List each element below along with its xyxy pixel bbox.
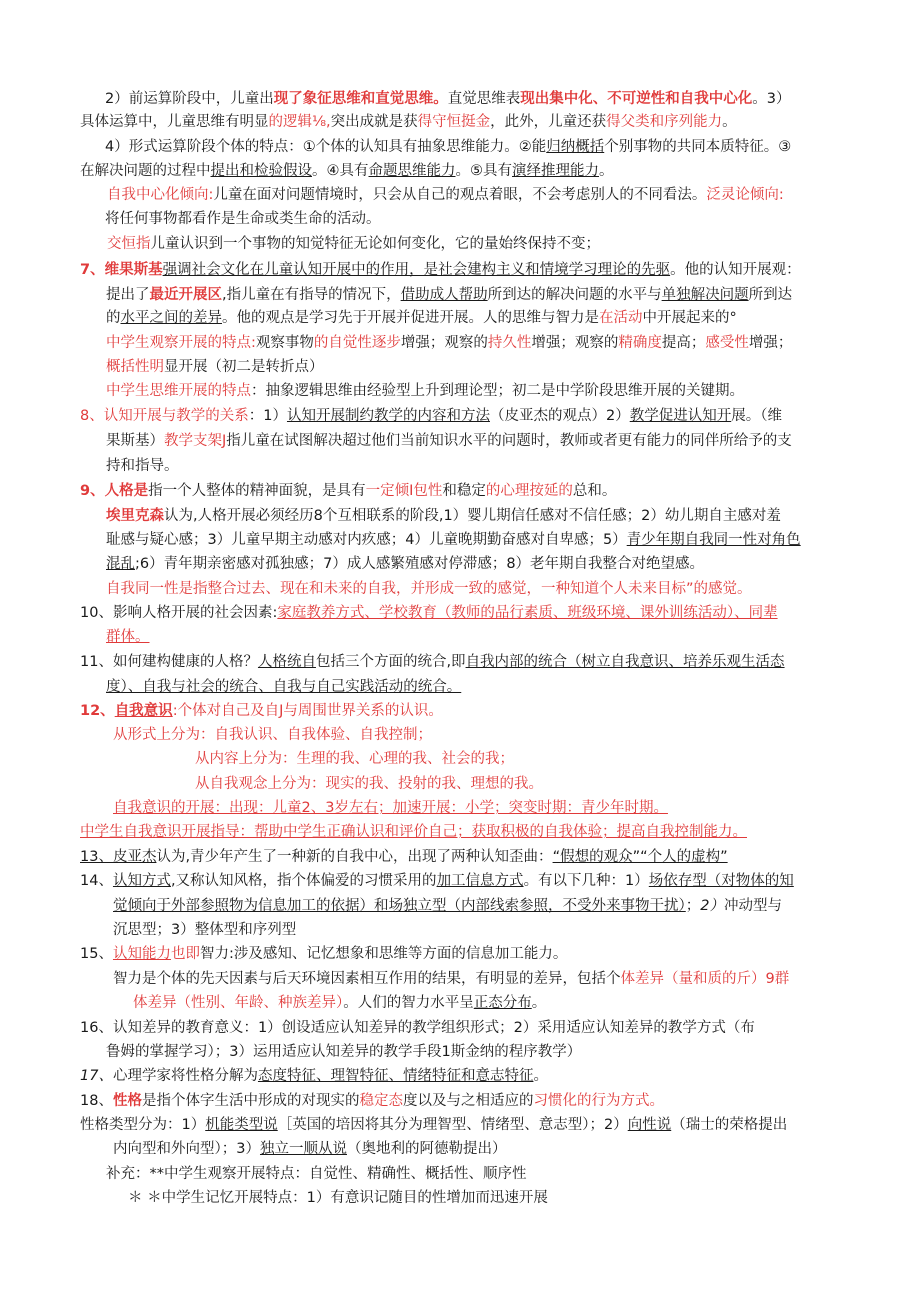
- text-segment: 现出集中化、不可逆性和自我中心化: [520, 91, 753, 107]
- text-segment: 指一个人整体的精神面貌，是具有: [148, 483, 366, 499]
- text-segment: 。他的认知开展观：: [670, 262, 801, 278]
- text-line: [80, 1090, 664, 1112]
- text-segment: 认为,青少年产生了一种新的自我中心，出现了两种认知歪曲：: [156, 849, 553, 865]
- text-segment: ,又称认知风格，指个体偏爱的习惯采用的: [170, 873, 437, 889]
- text-segment: 增强；: [748, 335, 793, 351]
- text-line: [80, 846, 728, 868]
- text-segment: 度）、自我与社会的统合、自我与自己实践活动的统合。: [106, 679, 462, 695]
- text-segment: 在解决问题的过程中: [80, 163, 211, 179]
- text-segment: 认知方式: [112, 873, 171, 889]
- text-line: [106, 1163, 527, 1185]
- text-line: [105, 208, 381, 230]
- text-segment: 个别事物的共同本质特征。③: [604, 139, 792, 155]
- text-segment: （奥地利的阿德勒提出）: [346, 1141, 507, 1157]
- text-line: [113, 919, 296, 941]
- text-segment: 混乱: [106, 556, 135, 572]
- text-segment: 性格: [112, 1093, 142, 1109]
- text-segment: 指儿童在试图解决超过他们当前知识水平的问题时，教师或者更有能力的同伴所给予的支: [226, 433, 792, 449]
- text-segment: 。3）: [752, 91, 791, 107]
- text-segment: 是指个体字生活中形成的对现实的: [141, 1093, 360, 1109]
- text-line: [133, 992, 546, 1014]
- text-segment: 机能类型说: [205, 1117, 278, 1133]
- text-line: [106, 676, 461, 698]
- text-line: [80, 821, 747, 843]
- text-segment: 。他的观点是学习先于开展并促进开展。人的思维与智力是: [222, 310, 599, 326]
- text-segment: 将任何事物都看作是生命或类生命的活动。: [105, 211, 381, 227]
- text-segment: 独立一顺从说: [259, 1141, 347, 1157]
- text-segment: 自我内部的统合（树立自我意识、培养乐观生活态: [465, 654, 785, 670]
- text-line: [113, 1138, 506, 1160]
- text-segment: 的: [106, 310, 121, 326]
- text-segment: 群体。: [106, 629, 150, 645]
- text-segment: ：抽象逻辑思维由经验型上升到理论型；初二是中学阶段思维开展的关键期。: [251, 383, 744, 399]
- text-segment: 提高；: [661, 335, 706, 351]
- text-segment: ：1）: [248, 408, 287, 424]
- text-line: [113, 968, 789, 990]
- text-segment: 自我同一性是指整合过去、现在和未来的自我，并形成一致的感觉，一种知道个人未来目标”的感觉。: [106, 581, 752, 597]
- text-segment: 习惯化的行为方式。: [533, 1093, 664, 1109]
- text-line: [106, 553, 704, 575]
- text-segment: 强调社会文化在儿童认知开展中的作用，是社会建构主义和情境学习理论的先驱: [162, 262, 671, 278]
- text-line: [128, 1187, 548, 1209]
- text-segment: 12、: [80, 703, 115, 719]
- text-segment: 13、皮亚杰: [80, 849, 157, 865]
- text-segment: ；: [685, 898, 701, 914]
- text-segment: 体差异（性别、年龄、种族差异）: [133, 995, 344, 1011]
- text-segment: 归纳概括: [546, 139, 605, 155]
- text-segment: 得守恒挺金: [417, 114, 491, 130]
- text-segment: 持久性: [487, 335, 532, 351]
- text-line: [80, 870, 794, 892]
- text-line: [80, 602, 778, 624]
- text-segment: “假想的观众”“个人的虚构”: [552, 849, 728, 865]
- text-segment: 认知开展制约教学的内容和方法: [286, 408, 490, 424]
- text-line: [106, 284, 792, 306]
- text-segment: 态度特征、理智特征、情绪特征和意志特征: [257, 1068, 534, 1084]
- text-segment: 借助成人帮助: [400, 287, 488, 303]
- text-segment: 向性说: [627, 1117, 672, 1133]
- text-segment: （皮亚杰的观点）2）: [489, 408, 630, 424]
- text-segment: 从形式上分为：自我认识、自我体验、自我控制；: [113, 727, 432, 743]
- text-line: [113, 724, 432, 746]
- text-line: [80, 1114, 787, 1136]
- text-segment: 中学生自我意识开展指导：帮助中学生正确认识和评价自己；获取积极的自我体验；提高自我控制能力。: [80, 824, 747, 840]
- text-segment: 所到达: [748, 287, 793, 303]
- text-segment: 得父类和序列能力: [606, 114, 723, 130]
- text-segment: 补充：**中学生观察开展特点：自觉性、精确性、概括性、顺序性: [106, 1166, 527, 1182]
- text-segment: 增强；观察的: [400, 335, 488, 351]
- text-segment: 演绎推理能力: [512, 163, 599, 179]
- text-line: [105, 88, 790, 110]
- text-segment: 命题思维能力: [368, 163, 456, 179]
- text-line: [106, 430, 792, 452]
- text-segment: 显开展（初二是转折点）: [164, 359, 324, 375]
- text-line: [105, 136, 791, 158]
- text-segment: 智力是个体的先天因素与后天环境因素相互作用的结果，有明显的差异，包括个: [113, 971, 621, 987]
- text-segment: 水平之间的差异: [120, 310, 222, 326]
- text-line: [80, 651, 785, 673]
- text-segment: 自我意识的开展：出现：儿童2、3岁左右；加速开展：小学；突变时期：青少年时期。: [113, 800, 668, 816]
- text-segment: 16、认知差异的教育意义：1）创设适应认知差异的教学组织形式；2）采用适应认知差异的教学方式（布: [80, 1020, 755, 1036]
- text-segment: 青少年期自我同一性对角色: [626, 532, 801, 548]
- text-line: [106, 626, 150, 648]
- text-line: [195, 773, 543, 795]
- text-segment: 人格是: [104, 483, 149, 499]
- text-segment: 一定倾I包性: [365, 483, 443, 499]
- text-line: [80, 160, 614, 182]
- text-segment: 在活动: [599, 310, 643, 326]
- text-segment: 心理学家将性格分解为: [112, 1068, 258, 1084]
- text-line: [80, 259, 801, 281]
- text-segment: 中学生观察开展的特点:: [106, 335, 256, 351]
- text-segment: ,指儿童在有指导的情况下，: [222, 287, 401, 303]
- text-segment: 。: [533, 1068, 548, 1084]
- text-segment: 的心理按延的: [485, 483, 573, 499]
- text-segment: 最近开展区: [149, 287, 222, 303]
- text-line: [113, 895, 782, 917]
- text-segment: 展。（维: [731, 408, 782, 424]
- text-segment: 从内容上分为：生理的我、心理的我、社会的我；: [195, 751, 514, 767]
- text-segment: 加工信息方式: [436, 873, 524, 889]
- text-segment: :个体对自己及自J与周围世界关系的认识。: [172, 703, 443, 719]
- text-line: [106, 307, 737, 329]
- text-segment: 所到达的解决问题的水平与: [487, 287, 662, 303]
- text-segment: 概括性明: [106, 359, 164, 375]
- text-segment: 正态分布: [473, 995, 532, 1011]
- text-segment: 17、: [80, 1068, 113, 1084]
- text-segment: 8、认知开展与教学的关系: [80, 408, 249, 424]
- text-line: [80, 480, 616, 502]
- text-segment: 家庭教养方式、学校教育（教师的品行素质、班级环境、课外训练活动）、同辈: [277, 605, 778, 621]
- text-segment: 2）前运算阶段中，儿童出: [105, 91, 274, 107]
- text-segment: 认为,人格开展必须经历8个互相联系的阶段,1）婴儿期信任感对不信任感；2）幼儿期自主感对羞: [164, 508, 781, 524]
- text-segment: 突出成就是获: [330, 114, 418, 130]
- text-segment: 包括三个方面的统合,即: [315, 654, 466, 670]
- text-segment: 中开展起来的°: [642, 310, 737, 326]
- text-segment: 持和指导。: [106, 458, 179, 474]
- text-segment: 。人们的智力水平呈: [343, 995, 474, 1011]
- text-segment: 单独解决问题: [661, 287, 749, 303]
- text-segment: 精确度: [618, 335, 662, 351]
- text-segment: 的逻辑⅛,: [268, 114, 331, 130]
- text-segment: 儿童在面对问题情境时，只会从自己的观点着眼，不会考虑别人的不同看法。: [213, 187, 707, 203]
- text-segment: ，此外，儿童还获: [490, 114, 607, 130]
- text-line: [107, 184, 784, 206]
- text-segment: 提出和检验假设: [210, 163, 312, 179]
- text-segment: ;6）青年期亲密感对孤独感；7）成人感繁殖感对停滞感；8）老年期自我整合对绝望感。: [135, 556, 705, 572]
- text-segment: 教学促进认知开: [629, 408, 732, 424]
- text-segment: 直觉思维表: [447, 91, 521, 107]
- text-segment: 自我中心化倾向:: [107, 187, 214, 203]
- text-segment: 。: [531, 995, 547, 1011]
- text-line: [106, 529, 801, 551]
- text-segment: 泛灵论倾向:: [706, 187, 784, 203]
- text-segment: 认知能力: [112, 946, 171, 962]
- text-segment: 11、如何建构健康的人格？: [80, 654, 258, 670]
- text-segment: 7、: [80, 262, 105, 278]
- text-segment: 和稳定: [442, 483, 486, 499]
- text-segment: 果斯基）: [106, 433, 164, 449]
- text-segment: 也即: [170, 946, 200, 962]
- text-line: [107, 233, 600, 255]
- text-line: [195, 748, 514, 770]
- text-segment: 耻感与疑心感；3）儿童早期主动感对内疚感；4）儿童晚期勤奋感对自卑感；5）: [106, 532, 627, 548]
- text-segment: 。: [599, 163, 614, 179]
- text-segment: 10、影响人格开展的社会因素:: [80, 605, 278, 621]
- text-segment: 感受性: [705, 335, 749, 351]
- text-segment: 提出了: [106, 287, 150, 303]
- text-segment: 。: [722, 114, 737, 130]
- text-segment: 鲁姆的掌握学习）；3）运用适应认知差异的教学手段1斯金纳的程序教学）: [106, 1044, 582, 1060]
- text-line: [106, 356, 324, 378]
- text-segment: 交恒指: [107, 236, 151, 252]
- text-segment: 。⑤具有: [455, 163, 512, 179]
- text-segment: 维果斯基: [104, 262, 163, 278]
- text-segment: 自我意识: [114, 703, 173, 719]
- text-segment: ［英国的培因将其分为理智型、情绪型、意志型）；2）: [277, 1117, 628, 1133]
- text-line: [80, 1017, 755, 1039]
- text-segment: 人格统自: [257, 654, 316, 670]
- text-segment: 沉思型；3）整体型和序列型: [113, 922, 297, 938]
- text-line: [106, 1041, 581, 1063]
- text-line: [80, 943, 567, 965]
- text-segment: 4）形式运算阶段个体的特点：①个体的认知具有抽象思维能力。②能: [105, 139, 547, 155]
- text-segment: 智力:涉及感知、记忆想象和思维等方面的信息加工能力。: [199, 946, 568, 962]
- text-segment: 现了象征思维和直觉思维。: [273, 91, 448, 107]
- text-segment: 15、: [80, 946, 113, 962]
- text-line: [106, 332, 792, 354]
- text-segment: 总和。: [572, 483, 617, 499]
- text-segment: 14、: [80, 873, 113, 889]
- text-segment: 度以及与之相适应的: [402, 1093, 534, 1109]
- text-segment: 教学支架J: [164, 433, 227, 449]
- text-segment: 的自觉性逐步: [313, 335, 401, 351]
- text-line: [80, 405, 782, 427]
- text-line: [80, 700, 443, 722]
- text-segment: 增强；观察的: [531, 335, 619, 351]
- text-segment: 内向型和外向型）；3）: [113, 1141, 260, 1157]
- text-line: [113, 797, 668, 819]
- text-line: [106, 455, 179, 477]
- text-segment: ＊ ＊中学生记忆开展特点：1）有意识记随目的性增加而迅速开展: [128, 1190, 548, 1206]
- text-segment: 体差异（量和质的斤）9群: [620, 971, 790, 987]
- text-segment: 场依存型（对物体的知: [648, 873, 794, 889]
- text-segment: 。有以下几种：1）: [523, 873, 649, 889]
- text-segment: 儿童认识到一个事物的知觉特征无论如何变化，它的量始终保持不变；: [150, 236, 600, 252]
- text-segment: 18、: [80, 1093, 113, 1109]
- text-segment: 具体运算中，儿童思维有明显: [80, 114, 269, 130]
- text-line: [106, 505, 781, 527]
- text-line: [106, 380, 744, 402]
- text-line: [80, 111, 737, 133]
- text-segment: 。④具有: [312, 163, 369, 179]
- text-segment: 中学生思维开展的特点: [106, 383, 251, 399]
- text-line: [106, 578, 752, 600]
- text-segment: 冲动型与: [723, 898, 782, 914]
- text-segment: 稳定态: [359, 1093, 403, 1109]
- text-segment: （瑞士的荣格提出: [671, 1117, 788, 1133]
- text-segment: 埃里克森: [106, 508, 164, 524]
- text-line: [80, 1065, 548, 1087]
- text-segment: 性格类型分为：1）: [80, 1117, 206, 1133]
- text-segment: 观察事物: [255, 335, 314, 351]
- text-segment: 从自我观念上分为：现实的我、投射的我、理想的我。: [195, 776, 543, 792]
- text-segment: 觉倾向于外部参照物为信息加工的依据）和场独立型（内部线索参照，不受外来事物干扰）: [113, 898, 686, 914]
- text-segment: 2）: [700, 898, 724, 914]
- text-segment: 9、: [80, 483, 105, 499]
